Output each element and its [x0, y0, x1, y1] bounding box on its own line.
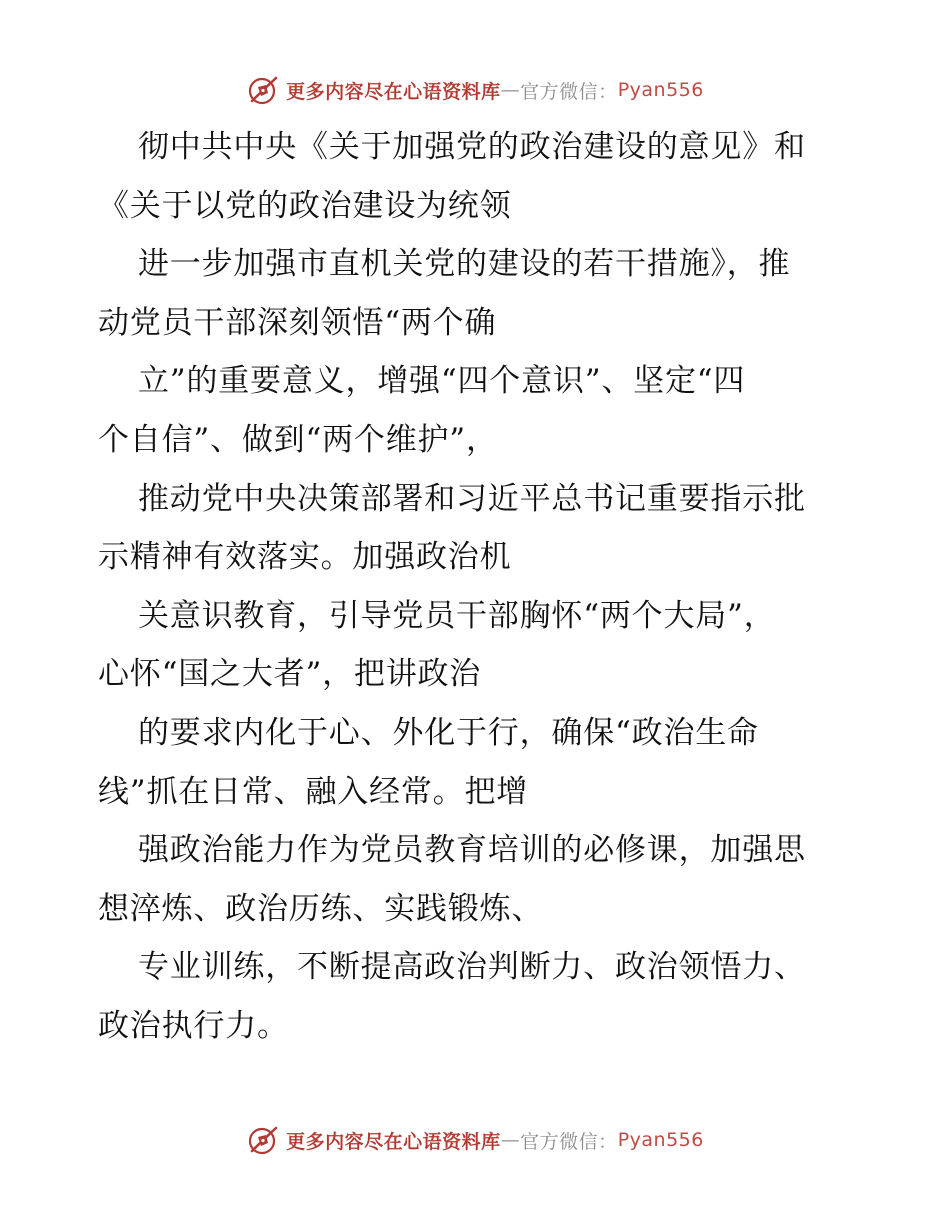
- text-line-3: 进一步加强市直机关党的建设的若干措施》，推: [138, 246, 791, 283]
- watermark-wechat-id: Pyan556: [617, 1129, 704, 1151]
- text-line-6: 个自信”、做到“两个维护”，: [98, 421, 498, 458]
- footer-watermark: [0, 1120, 950, 1160]
- text-line-4: 动党员干部深刻领悟“两个确: [98, 304, 497, 341]
- watermark-official-label: 官方微信：: [520, 80, 618, 103]
- text-line-13: 强政治能力作为党员教育培训的必修课，加强思: [138, 832, 806, 869]
- text-line-9: 关意识教育，引导党员干部胸怀“两个大局”，: [138, 597, 776, 634]
- watermark-text: [286, 77, 704, 104]
- pen-nib-circle-icon: [246, 1123, 280, 1157]
- document-body: [98, 118, 858, 1058]
- text-line-12: 线”抓在日常、融入经常。把增: [98, 773, 529, 810]
- watermark-text: [286, 1127, 704, 1154]
- text-line-10: 心怀“国之大者”，把讲政治: [98, 656, 482, 693]
- text-line-8: 示精神有效落实。加强政治机: [98, 539, 512, 576]
- watermark-main-text: 更多内容尽在心语资料库: [286, 80, 501, 103]
- text-line-7: 推动党中央决策部署和习近平总书记重要指示批: [138, 480, 806, 517]
- watermark-dash: —: [500, 79, 521, 101]
- watermark-main-text: 更多内容尽在心语资料库: [286, 1130, 501, 1153]
- text-line-14: 想淬炼、政治历练、实践锻炼、: [98, 890, 544, 927]
- text-line-5: 立”的重要意义，增强“四个意识”、坚定“四: [138, 363, 746, 400]
- text-line-15: 专业训练，不断提高政治判断力、政治领悟力、: [138, 949, 806, 986]
- text-line-16: 政治执行力。: [98, 1007, 289, 1044]
- text-line-1: 彻中共中央《关于加强党的政治建设的意见》和: [138, 129, 806, 165]
- watermark-dash: —: [500, 1129, 521, 1151]
- pen-nib-circle-icon: [246, 73, 280, 107]
- watermark-wechat-id: Pyan556: [617, 79, 704, 101]
- header-watermark: [0, 70, 950, 110]
- watermark-official-label: 官方微信：: [520, 1130, 618, 1153]
- text-line-11: 的要求内化于心、外化于行，确保“政治生命: [138, 714, 759, 751]
- text-line-2: 《关于以党的政治建设为统领: [98, 187, 512, 224]
